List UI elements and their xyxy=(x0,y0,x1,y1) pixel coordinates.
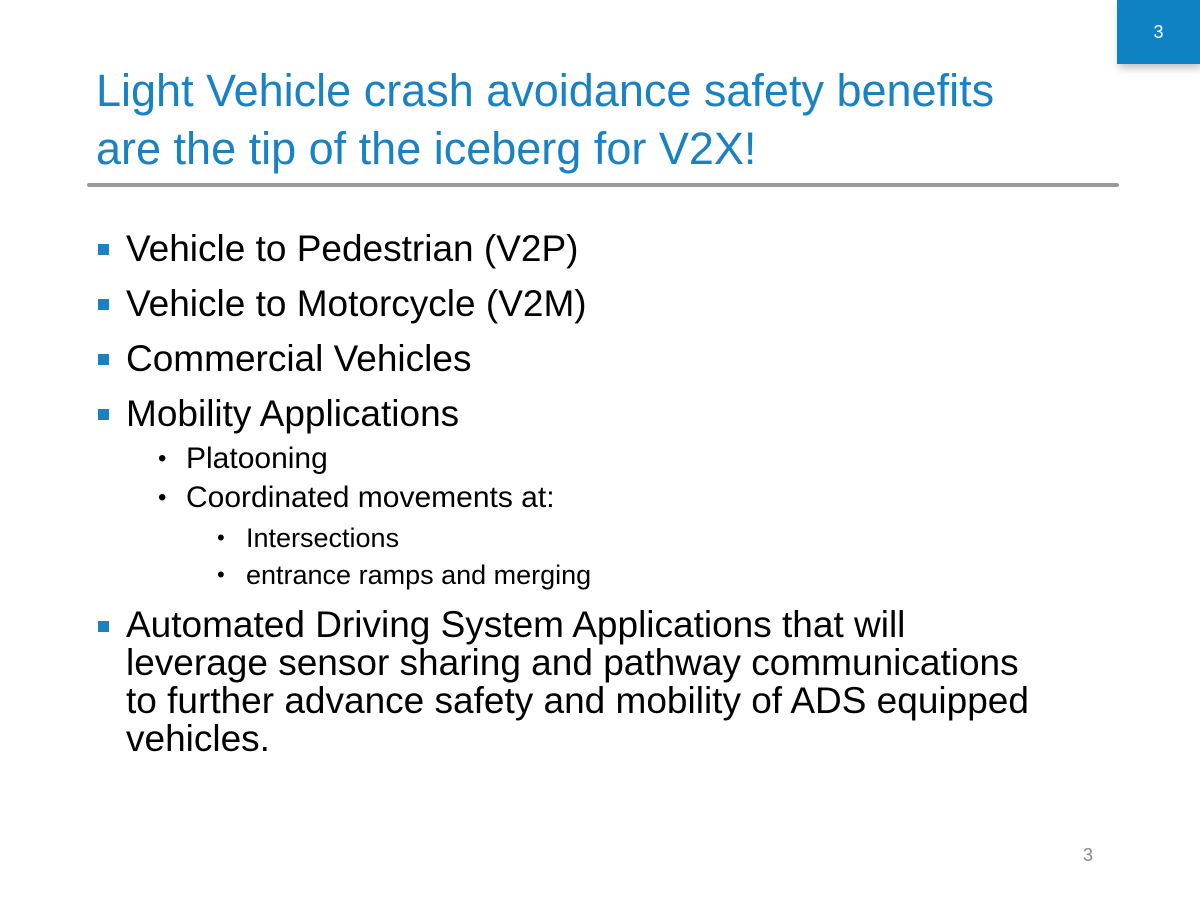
dot-bullet-icon: • xyxy=(217,562,225,587)
sub-bullet-platooning xyxy=(158,442,328,476)
slide-number-badge-text: 3 xyxy=(1153,21,1164,42)
sub-bullet-text: Platooning xyxy=(186,442,328,475)
bullet-ads-applications xyxy=(126,606,1126,758)
ads-line-3: to further advance safety and mobility of ADS equipped xyxy=(126,680,1029,721)
bullet-mobility-applications xyxy=(126,394,459,434)
square-bullet-icon xyxy=(98,409,109,420)
slide-title-line-2: are the tip of the iceberg for V2X! xyxy=(96,123,757,174)
bullet-v2p xyxy=(126,229,578,269)
bullet-text: Mobility Applications xyxy=(126,393,460,434)
ads-line-2: leverage sensor sharing and pathway communications xyxy=(126,642,1019,683)
dot-bullet-icon: • xyxy=(158,484,167,511)
sub-sub-bullet-intersections xyxy=(217,522,400,554)
square-bullet-icon xyxy=(98,299,109,310)
bullet-text: Commercial Vehicles xyxy=(126,338,472,379)
dot-bullet-icon: • xyxy=(158,445,167,472)
square-bullet-icon xyxy=(98,621,109,632)
sub-sub-bullet-text: Intersections xyxy=(246,523,400,553)
bullet-commercial-vehicles xyxy=(126,339,471,379)
slide-title-line-1: Light Vehicle crash avoidance safety benefits xyxy=(96,65,995,116)
dot-bullet-icon: • xyxy=(217,525,225,550)
bullet-text: Vehicle to Pedestrian (V2P) xyxy=(126,228,579,269)
sub-sub-bullet-text: entrance ramps and merging xyxy=(246,560,592,590)
square-bullet-icon xyxy=(98,354,109,365)
sub-bullet-coordinated-movements xyxy=(158,481,555,515)
sub-sub-bullet-entrance-ramps xyxy=(217,559,592,591)
sub-bullet-text: Coordinated movements at: xyxy=(186,481,555,514)
ads-line-4: vehicles. xyxy=(126,718,270,759)
ads-line-1: Automated Driving System Applications that will xyxy=(126,604,906,645)
page-number: 3 xyxy=(1083,845,1094,865)
bullet-text: Vehicle to Motorcycle (V2M) xyxy=(126,283,587,324)
square-bullet-icon xyxy=(98,244,109,255)
bullet-v2m xyxy=(126,284,587,324)
